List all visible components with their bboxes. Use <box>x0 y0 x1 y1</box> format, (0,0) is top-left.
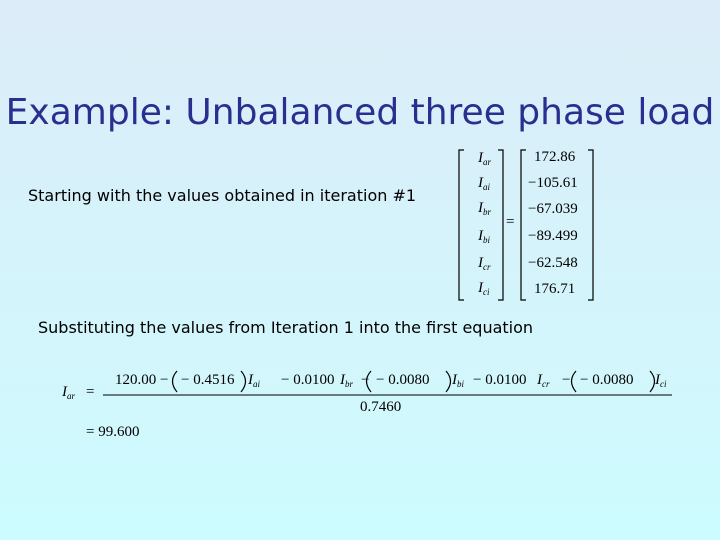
denominator: 0.7460 <box>360 399 402 415</box>
rhs-entry: 176.71 <box>534 281 576 297</box>
numerator-coefficient: − 0.4516 <box>181 372 235 388</box>
paren-1-left <box>173 371 178 392</box>
numerator-coefficient: − 0.0080 <box>580 372 634 388</box>
lhs-entry: $I_{ci}$ <box>478 280 490 297</box>
rhs-entry: −67.039 <box>528 201 578 217</box>
paren-2-right <box>446 371 451 392</box>
equation-lhs: $I_{ar}$ <box>62 384 76 401</box>
numerator-coefficient: − 0.0080 <box>376 372 430 388</box>
rhs-entry: −62.548 <box>528 255 578 271</box>
rhs-bracket-right <box>588 150 593 300</box>
numerator-term: − <box>562 372 571 388</box>
numerator-term: − 0.0100 <box>473 372 527 388</box>
rhs-entry: −105.61 <box>528 175 578 191</box>
rhs-bracket-left <box>521 150 526 300</box>
numerator-variable: $I_{ci}$ <box>655 372 667 389</box>
numerator-term: 120.00 − <box>115 372 169 388</box>
paren-3-left <box>572 371 577 392</box>
lhs-entry: $I_{br}$ <box>478 200 492 217</box>
paren-1-right <box>241 371 246 392</box>
numerator-variable: $I_{bi}$ <box>452 372 465 389</box>
numerator-variable: $I_{br}$ <box>340 372 354 389</box>
substitution-text: Substituting the values from Iteration 1 into the first equation <box>38 318 534 337</box>
rhs-entry: −89.499 <box>528 228 578 244</box>
numerator-variable: $I_{cr}$ <box>537 372 550 389</box>
numerator-term: − 0.0100 <box>281 372 335 388</box>
lhs-entry: $I_{ar}$ <box>478 150 492 167</box>
numerator-term: − <box>361 372 370 388</box>
equation-result: = 99.600 <box>86 424 140 440</box>
lhs-entry: $I_{cr}$ <box>478 255 491 272</box>
numerator-variable: $I_{ai}$ <box>248 372 261 389</box>
lhs-entry: $I_{ai}$ <box>478 175 491 192</box>
lhs-bracket-right <box>498 150 503 300</box>
lhs-entry: $I_{bi}$ <box>478 228 491 245</box>
lhs-bracket-left <box>459 150 464 300</box>
rhs-entry: 172.86 <box>534 149 576 165</box>
matrix-equals: = <box>506 214 515 230</box>
intro-text: Starting with the values obtained in iteration #1 <box>28 186 417 205</box>
paren-3-right <box>650 371 655 392</box>
slide-title: Example: Unbalanced three phase load <box>5 92 715 133</box>
equation-equals: = <box>86 384 95 400</box>
